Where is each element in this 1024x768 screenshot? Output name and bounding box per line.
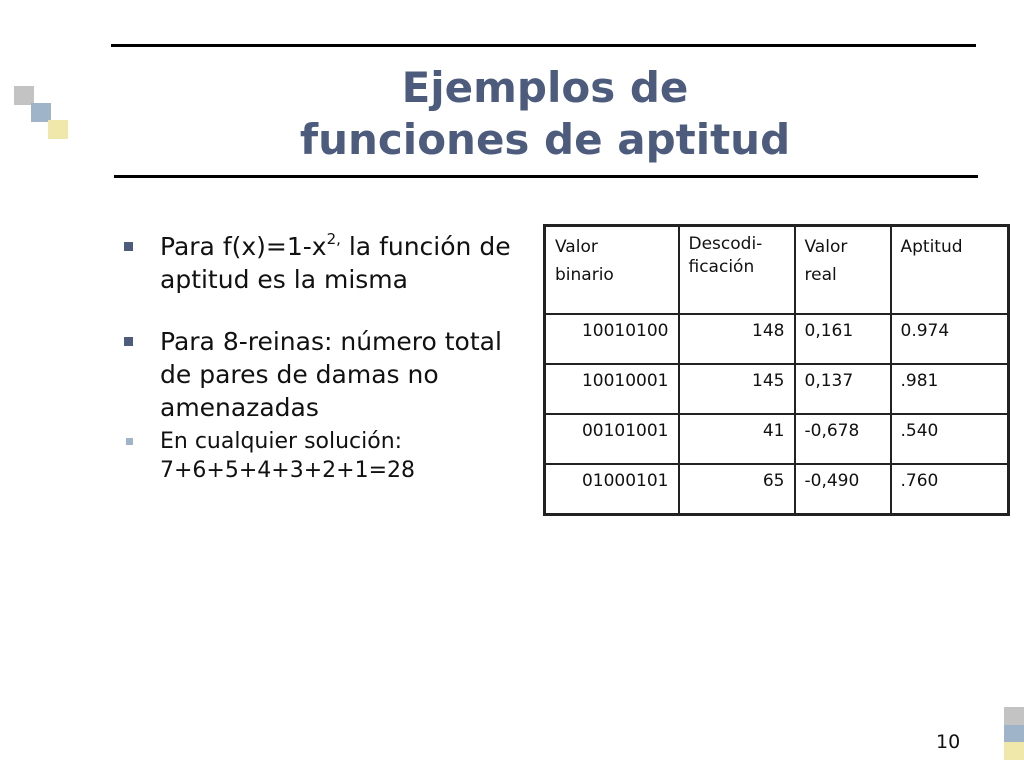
bullet-square-icon xyxy=(124,337,133,346)
table-row xyxy=(545,364,1009,414)
table-cell: 0,161 xyxy=(795,314,891,364)
table-cell: 10010001 xyxy=(545,364,679,414)
table-cell: .540 xyxy=(891,414,1009,464)
table-cell: 00101001 xyxy=(545,414,679,464)
header-cell: Descodi- ficación xyxy=(679,226,795,315)
table-cell: 145 xyxy=(679,364,795,414)
table-cell: 01000101 xyxy=(545,464,679,515)
bullet-item xyxy=(118,230,538,296)
table-cell: 0.974 xyxy=(891,314,1009,364)
page-number: 10 xyxy=(936,731,961,753)
bullet-text-pre: Para f(x)=1-x xyxy=(160,232,327,261)
corner-square-gray xyxy=(1004,707,1024,725)
slide-title xyxy=(114,62,976,166)
table-cell: 10010100 xyxy=(545,314,679,364)
header-cell: Aptitud xyxy=(891,226,1009,315)
corner-square-blue xyxy=(1004,725,1024,742)
sub-bullet-line-1: En cualquier solución: xyxy=(160,429,403,454)
sub-bullet-item xyxy=(73,427,538,485)
table-cell: 41 xyxy=(679,414,795,464)
title-bottom-rule xyxy=(114,175,978,178)
table-row xyxy=(545,314,1009,364)
table-cell: 148 xyxy=(679,314,795,364)
table-cell: .981 xyxy=(891,364,1009,414)
superscript: 2, xyxy=(326,229,341,248)
corner-square-yellow xyxy=(1004,742,1024,760)
table-cell: .760 xyxy=(891,464,1009,515)
header-cell: Valor binario xyxy=(545,226,679,315)
table-cell: -0,490 xyxy=(795,464,891,515)
fitness-table xyxy=(543,224,1010,516)
title-line-2: funciones de aptitud xyxy=(299,115,791,164)
table-cell: 0,137 xyxy=(795,364,891,414)
table-row xyxy=(545,414,1009,464)
bullet-text-post: la función de aptitud es la misma xyxy=(160,232,511,294)
table-header-row xyxy=(545,226,1009,315)
header-cell: Valor real xyxy=(795,226,891,315)
sub-bullet-line-2: 7+6+5+4+3+2+1=28 xyxy=(160,458,416,483)
bullet-list xyxy=(118,230,538,485)
title-line-1: Ejemplos de xyxy=(401,63,689,112)
decor-square-yellow xyxy=(48,120,68,139)
table-cell: 65 xyxy=(679,464,795,515)
table-row xyxy=(545,464,1009,515)
title-top-rule xyxy=(111,44,976,47)
bullet-text: Para 8-reinas: número total de pares de damas no amenazadas xyxy=(160,327,502,422)
bullet-item xyxy=(118,325,538,424)
bullet-square-icon xyxy=(124,242,133,251)
sub-bullet-square-icon xyxy=(126,438,133,445)
table-cell: -0,678 xyxy=(795,414,891,464)
